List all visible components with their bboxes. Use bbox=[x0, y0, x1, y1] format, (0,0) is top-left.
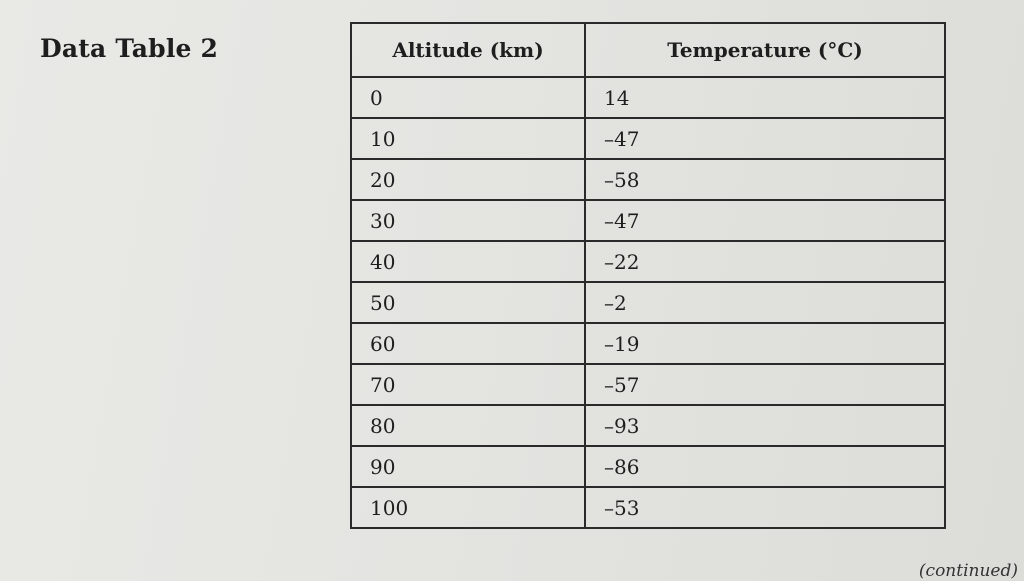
table-row bbox=[351, 200, 945, 241]
table-row bbox=[351, 159, 945, 200]
continued-note: (continued) bbox=[918, 561, 1018, 581]
altitude-cell: 90 bbox=[351, 446, 585, 487]
temperature-cell: –53 bbox=[585, 487, 945, 528]
page-title: Data Table 2 bbox=[40, 34, 219, 63]
temperature-cell: –22 bbox=[585, 241, 945, 282]
altitude-cell: 0 bbox=[351, 77, 585, 118]
altitude-cell: 70 bbox=[351, 364, 585, 405]
altitude-cell: 60 bbox=[351, 323, 585, 364]
table-row bbox=[351, 364, 945, 405]
header-altitude: Altitude (km) bbox=[351, 23, 585, 77]
table-row bbox=[351, 118, 945, 159]
temperature-cell: –19 bbox=[585, 323, 945, 364]
table-row bbox=[351, 282, 945, 323]
temperature-cell: –93 bbox=[585, 405, 945, 446]
data-table-container bbox=[350, 22, 956, 542]
temperature-cell: –47 bbox=[585, 118, 945, 159]
temperature-cell: –47 bbox=[585, 200, 945, 241]
table-row bbox=[351, 405, 945, 446]
table-row bbox=[351, 487, 945, 528]
temperature-cell: –2 bbox=[585, 282, 945, 323]
altitude-cell: 50 bbox=[351, 282, 585, 323]
temperature-cell: –58 bbox=[585, 159, 945, 200]
altitude-cell: 100 bbox=[351, 487, 585, 528]
table-row bbox=[351, 77, 945, 118]
altitude-cell: 40 bbox=[351, 241, 585, 282]
altitude-cell: 10 bbox=[351, 118, 585, 159]
table-row bbox=[351, 241, 945, 282]
table-row bbox=[351, 323, 945, 364]
table-header-row bbox=[351, 23, 945, 77]
temperature-cell: –86 bbox=[585, 446, 945, 487]
table-row bbox=[351, 446, 945, 487]
data-table bbox=[350, 22, 946, 529]
altitude-cell: 80 bbox=[351, 405, 585, 446]
altitude-cell: 30 bbox=[351, 200, 585, 241]
header-temperature: Temperature (°C) bbox=[585, 23, 945, 77]
temperature-cell: 14 bbox=[585, 77, 945, 118]
altitude-cell: 20 bbox=[351, 159, 585, 200]
temperature-cell: –57 bbox=[585, 364, 945, 405]
